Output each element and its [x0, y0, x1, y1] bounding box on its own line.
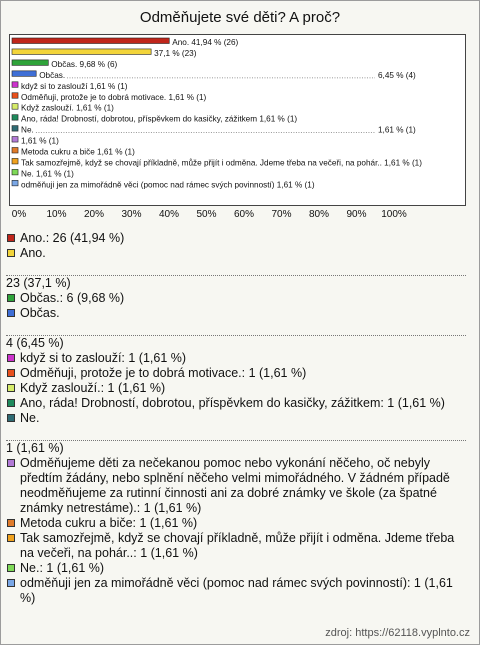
legend-item-6	[6, 381, 468, 396]
legend-label-3: Občas.	[20, 306, 60, 320]
legend-swatch-1	[7, 249, 15, 257]
legend-item-1	[6, 246, 468, 261]
legend-swatch-0	[7, 234, 15, 242]
x-tick-2: 20%	[83, 209, 105, 220]
legend-item-13	[6, 576, 468, 606]
legend-swatch-12	[7, 564, 15, 572]
legend-label-13: odměňuji jen za mimořádně věci (pomoc nad rámec svých povinností): 1 (1,61 %)	[20, 576, 453, 605]
bar-label-8: Ne.	[21, 125, 34, 135]
legend-leader-8	[6, 426, 466, 441]
bar-12	[12, 169, 18, 175]
legend-swatch-5	[7, 369, 15, 377]
bar-8	[12, 126, 18, 132]
bar-label-3: Občas.	[39, 70, 66, 80]
legend-swatch-10	[7, 519, 15, 527]
x-tick-3: 30%	[121, 209, 142, 220]
bar-label-2: Občas. 9,68 % (6)	[51, 59, 118, 69]
bar-1	[12, 49, 151, 55]
legend-swatch-3	[7, 309, 15, 317]
bar-11	[12, 158, 18, 164]
x-tick-8: 80%	[308, 209, 330, 220]
legend-label-0: Ano.: 26 (41,94 %)	[20, 231, 125, 245]
legend-swatch-9	[7, 459, 15, 467]
bar-6	[12, 104, 18, 110]
bar-chart-svg	[10, 35, 465, 205]
bar-3	[12, 71, 36, 77]
bar-label-13: odměňuji jen za mimořádně věci (pomoc nad rámec svých povinností) 1,61 % (1)	[21, 180, 315, 190]
bar-9	[12, 137, 18, 143]
bar-value-8: 1,61 % (1)	[378, 125, 416, 135]
legend-label-2: Občas.: 6 (9,68 %)	[20, 291, 125, 305]
x-tick-10: 100%	[381, 209, 407, 220]
x-tick-0: 0%	[11, 209, 27, 220]
legend-label-7: Ano, ráda! Drobností, dobrotou, příspěvkem do kasičky, zážitkem: 1 (1,61 %)	[20, 396, 445, 410]
x-tick-9: 90%	[346, 209, 367, 220]
legend-item-3	[6, 306, 468, 321]
source-link[interactable]: zdroj: https://62118.vyplnto.cz	[325, 627, 470, 639]
legend-item-4	[6, 351, 468, 366]
legend-item-2	[6, 291, 468, 306]
legend-item-12	[6, 561, 468, 576]
bar-7	[12, 115, 18, 121]
legend-label-1: Ano.	[20, 246, 46, 260]
bar-5	[12, 93, 18, 99]
x-tick-1: 10%	[46, 209, 67, 220]
legend-value-3: 4 (6,45 %)	[6, 336, 64, 350]
legend-item-8	[6, 411, 468, 426]
bar-4	[12, 82, 18, 88]
x-tick-4: 40%	[158, 209, 180, 220]
bar-label-12: Ne. 1,61 % (1)	[21, 169, 74, 179]
legend-swatch-13	[7, 579, 15, 587]
legend-swatch-11	[7, 534, 15, 542]
legend-swatch-6	[7, 384, 15, 392]
bar-0	[12, 38, 169, 44]
legend-label-4: když si to zaslouží: 1 (1,61 %)	[20, 351, 187, 365]
bar-10	[12, 148, 18, 154]
x-tick-6: 60%	[233, 209, 255, 220]
legend-item-7	[6, 396, 468, 411]
legend-leader-1	[6, 261, 466, 276]
legend-item-10	[6, 516, 468, 531]
bar-label-7: Ano, ráda! Drobností, dobrotou, příspěvkem do kasičky, zážitkem 1,61 % (1)	[21, 114, 298, 124]
legend-label-12: Ne.: 1 (1,61 %)	[20, 561, 105, 575]
legend-swatch-2	[7, 294, 15, 302]
legend-value-8: 1 (1,61 %)	[6, 441, 64, 455]
legend-label-8: Ne.	[20, 411, 40, 425]
legend-swatch-7	[7, 399, 15, 407]
bar-label-10: Metoda cukru a biče 1,61 % (1)	[21, 147, 135, 157]
legend-label-9: Odměňujeme děti za nečekanou pomoc nebo vykonání něčeho, oč nebyly předtím žádány, nebo splnění něčeho velmi mimořádného. V žádném případě neodměňujeme za rutinní činnosti ani za dobré známky ve škole (za špatné známky netrestáme).: 1 (1,61 %)	[20, 456, 450, 515]
x-axis-ticks	[0, 209, 480, 223]
legend-item-11	[6, 531, 468, 561]
legend	[6, 231, 468, 606]
legend-label-6: Když zaslouží.: 1 (1,61 %)	[20, 381, 166, 395]
legend-item-5	[6, 366, 468, 381]
bar-label-11: Tak samozřejmě, když se chovají příkladně, může přijít i odměna. Jdeme třeba na večeři, na pohár.. 1,61 % (1)	[21, 158, 422, 168]
bar-label-6: Když zaslouží. 1,61 % (1)	[21, 103, 114, 113]
bar-value-3: 6,45 % (4)	[378, 70, 416, 80]
bar-13	[12, 180, 18, 186]
legend-item-9	[6, 456, 468, 516]
bar-2	[12, 60, 48, 66]
bar-label-5: Odměňuji, protože je to dobrá motivace. 1,61 % (1)	[21, 92, 207, 102]
chart-title: Odměňujete své děti? A proč?	[139, 9, 341, 26]
legend-leader-3	[6, 321, 466, 336]
legend-value-1: 23 (37,1 %)	[6, 276, 71, 290]
legend-item-0	[6, 231, 468, 246]
x-tick-7: 70%	[271, 209, 292, 220]
legend-swatch-8	[7, 414, 15, 422]
bar-label-0: Ano. 41,94 % (26)	[172, 38, 239, 47]
legend-label-5: Odměňuji, protože je to dobrá motivace.: 1 (1,61 %)	[20, 366, 307, 380]
legend-label-10: Metoda cukru a biče: 1 (1,61 %)	[20, 516, 198, 530]
bar-label-9: 1,61 % (1)	[21, 136, 59, 146]
legend-swatch-4	[7, 354, 15, 362]
bar-label-1: 37,1 % (23)	[154, 48, 197, 58]
legend-label-11: Tak samozřejmě, když se chovají příkladně, může přijít i odměna. Jdeme třeba na večeři, na pohár..: 1 (1,61 %)	[20, 531, 455, 560]
x-tick-5: 50%	[196, 209, 217, 220]
plot-area	[9, 34, 466, 206]
bar-label-4: když si to zaslouží 1,61 % (1)	[21, 81, 128, 91]
